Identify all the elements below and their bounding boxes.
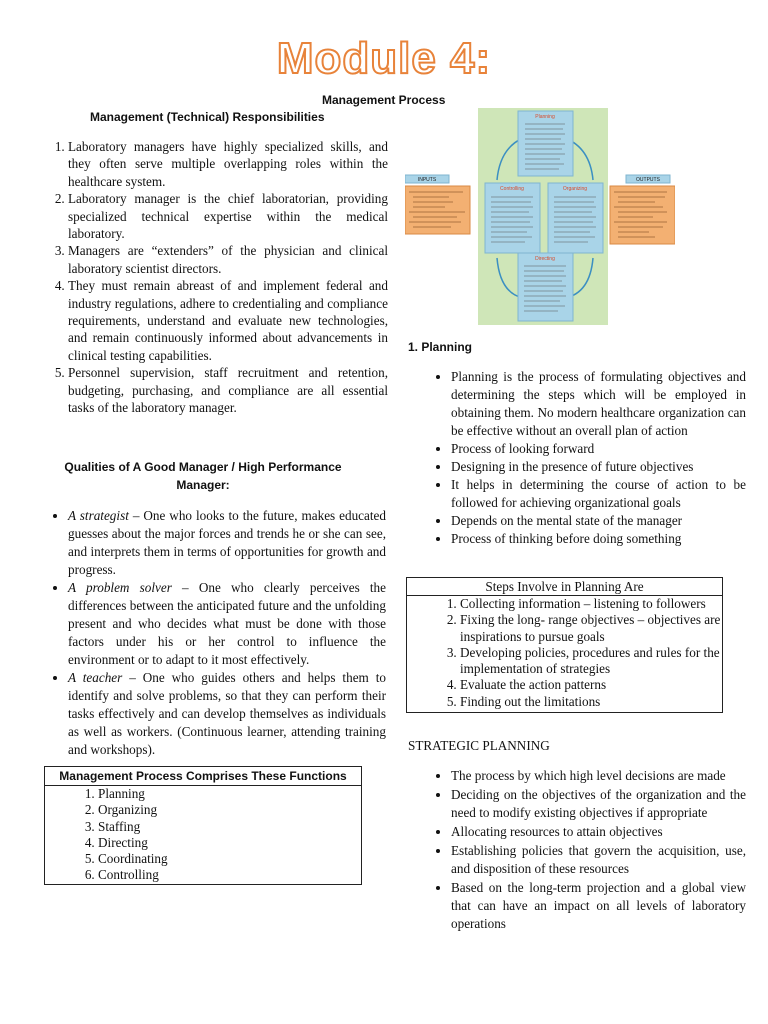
list-item: • The process by which high level decisions are made xyxy=(451,767,746,785)
outputs-box xyxy=(610,186,675,244)
planning-steps-box xyxy=(406,577,723,713)
list-item: 4. Evaluate the action patterns xyxy=(460,677,722,693)
planning-box xyxy=(518,111,573,176)
list-item: 1. Laboratory managers have highly specialized skills, and they often serve multiple overlapping roles within the healthcare system. xyxy=(68,138,388,190)
list-item: 2. Fixing the long- range objectives – objectives are inspirations to pursue goals xyxy=(460,612,722,645)
controlling-box xyxy=(485,183,540,253)
list-item: • Establishing policies that govern the acquisition, use, and disposition of these resources xyxy=(451,842,746,878)
planning-steps-list xyxy=(407,596,722,710)
list-item: • Designing in the presence of future objectives xyxy=(451,458,746,476)
functions-list xyxy=(45,786,361,884)
list-item: 5. Coordinating xyxy=(98,851,361,867)
list-item: • Based on the long-term projection and a global view that can have an impact on all levels of laboratory operations xyxy=(451,879,746,933)
list-item: 2. Laboratory manager is the chief laboratorian, providing specialized technical expertise within the medical laboratory. xyxy=(68,190,388,242)
functions-box-header: Management Process Comprises These Functions xyxy=(45,767,361,786)
planning-list xyxy=(428,368,746,548)
page-title: Module 4: xyxy=(276,34,492,83)
list-item: 4. They must remain abreast of and implement federal and industry regulations, adhere to credentialing and compliance requirements, understand and evaluate new technologies, and remain continuously informed about advancements in clinical testing capabilities. xyxy=(68,277,388,364)
quality-term: A teacher xyxy=(68,670,123,685)
list-item xyxy=(68,669,386,759)
list-item xyxy=(68,579,386,669)
list-item: 6. Controlling xyxy=(98,867,361,883)
list-item: • Allocating resources to attain objectives xyxy=(451,823,746,841)
list-item: 1. Collecting information – listening to followers xyxy=(460,596,722,612)
quality-text: – One who looks to the future, makes educated guesses about the major forces and trends he or she can see, and interprets them in terms of opportunities for growth and progress. xyxy=(68,508,386,577)
quality-term: A strategist xyxy=(68,508,129,523)
organizing-box xyxy=(548,183,603,253)
list-item: 3. Developing policies, procedures and rules for the implementation of strategies xyxy=(460,645,722,678)
list-item: • It helps in determining the course of action to be followed for achieving organizational goals xyxy=(451,476,746,512)
qualities-list xyxy=(44,507,386,759)
management-process-diagram xyxy=(405,108,675,325)
list-item: 5. Personnel supervision, staff recruitment and retention, budgeting, purchasing, and compliance are all essential tasks of the laboratory manager. xyxy=(68,364,388,416)
qualities-heading: Qualities of A Good Manager / High Performance Manager: xyxy=(64,460,342,492)
list-item xyxy=(68,507,386,579)
list-item: 5. Finding out the limitations xyxy=(460,694,722,710)
planning-steps-header: Steps Involve in Planning Are xyxy=(407,578,722,596)
page-subtitle: Management Process xyxy=(322,93,446,107)
list-item: • Planning is the process of formulating objectives and determining the steps which will be employed in obtaining them. No modern healthcare organization can be effective without an overall plan of action xyxy=(451,368,746,440)
quality-text: – One who guides others and helps them to identify and solve problems, so that they can perform their tasks effectively and can develop themselves as individuals as well as workers. (Continuous learner, attending training and workshops). xyxy=(68,670,386,757)
responsibilities-heading: Management (Technical) Responsibilities xyxy=(90,110,325,124)
list-item: 1. Planning xyxy=(98,786,361,802)
directing-label: Directing xyxy=(535,256,555,262)
inputs-label: INPUTS xyxy=(417,177,437,183)
controlling-label: Controlling xyxy=(500,186,524,192)
quality-term: A problem solver xyxy=(68,580,172,595)
outputs-label: OUTPUTS xyxy=(636,177,660,183)
organizing-label: Organizing xyxy=(562,186,588,192)
strategic-planning-list xyxy=(428,767,746,934)
list-item: 3. Managers are “extenders” of the physician and clinical laboratory scientist directors. xyxy=(68,242,388,277)
responsibilities-list xyxy=(42,138,388,417)
planning-heading: 1. Planning xyxy=(408,340,473,354)
planning-label: Planning xyxy=(535,114,555,120)
list-item: 3. Staffing xyxy=(98,819,361,835)
strategic-planning-heading: STRATEGIC PLANNING xyxy=(408,738,550,753)
functions-box xyxy=(44,766,362,885)
list-item: • Process of looking forward xyxy=(451,440,746,458)
list-item: • Depends on the mental state of the manager xyxy=(451,512,746,530)
list-item: • Deciding on the objectives of the organization and the need to modify existing objectives if appropriate xyxy=(451,786,746,822)
list-item: 2. Organizing xyxy=(98,802,361,818)
list-item: 4. Directing xyxy=(98,835,361,851)
quality-text: – One who clearly perceives the differences between the anticipated future and the unfolding present and who decides what must be done with those factors under his or her control to influence the environment or to adapt to it most effectively. xyxy=(68,580,386,667)
list-item: • Process of thinking before doing something xyxy=(451,530,746,548)
